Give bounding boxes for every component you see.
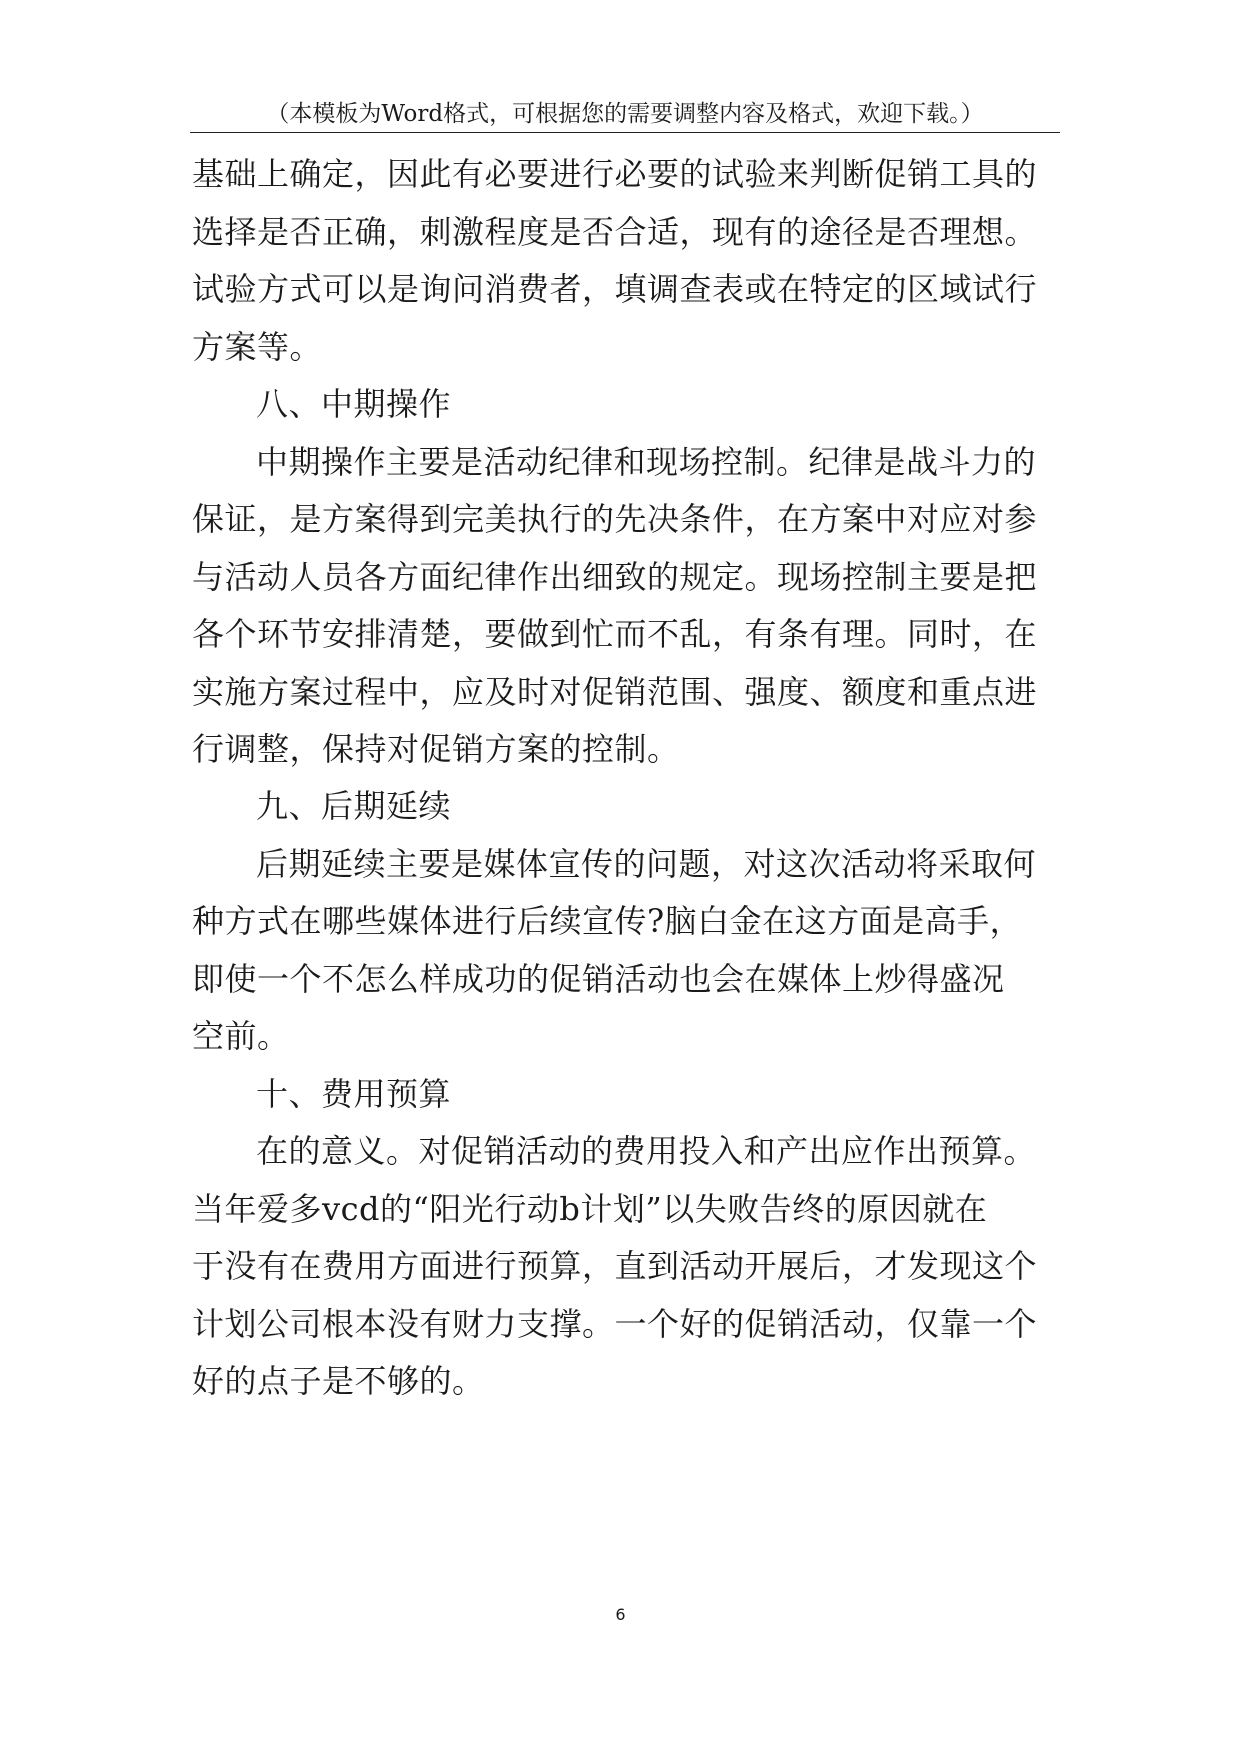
section-heading: 十、费用预算 xyxy=(256,1075,452,1113)
header-rule xyxy=(190,132,1060,133)
text-line: 后期延续主要是媒体宣传的问题，对这次活动将采取何 xyxy=(256,845,1037,883)
text-line: 实施方案过程中，应及时对促销范围、强度、额度和重点进 xyxy=(192,673,1038,711)
text-line: 基础上确定，因此有必要进行必要的试验来判断促销工具的 xyxy=(192,155,1038,193)
header-note: （本模板为Word格式，可根据您的需要调整内容及格式，欢迎下载。） xyxy=(266,101,984,127)
text-line: 方案等。 xyxy=(192,328,323,366)
text-line: 种方式在哪些媒体进行后续宣传?脑白金在这方面是高手， xyxy=(192,902,1023,940)
text-line: 空前。 xyxy=(192,1017,290,1055)
section-heading: 八、中期操作 xyxy=(256,385,452,423)
text-line: 与活动人员各方面纪律作出细致的规定。现场控制主要是把 xyxy=(192,558,1038,596)
text-line: 中期操作主要是活动纪律和现场控制。纪律是战斗力的 xyxy=(256,443,1037,481)
text-line: 于没有在费用方面进行预算，直到活动开展后，才发现这个 xyxy=(192,1247,1038,1285)
text-line: 保证，是方案得到完美执行的先决条件，在方案中对应对参 xyxy=(192,500,1038,538)
text-line: 各个环节安排清楚，要做到忙而不乱，有条有理。同时，在 xyxy=(192,615,1038,653)
section-heading: 九、后期延续 xyxy=(256,787,452,825)
text-line: 试验方式可以是询问消费者，填调查表或在特定的区域试行 xyxy=(192,270,1038,308)
text-line: 好的点子是不够的。 xyxy=(192,1362,485,1400)
text-line: 即使一个不怎么样成功的促销活动也会在媒体上炒得盛况 xyxy=(192,960,1005,998)
text-line: 计划公司根本没有财力支撑。一个好的促销活动，仅靠一个 xyxy=(192,1305,1038,1343)
text-line: 行调整，保持对促销方案的控制。 xyxy=(192,730,680,768)
text-line: 当年爱多vcd的“阳光行动b计划”以失败告终的原因就在 xyxy=(192,1190,988,1228)
page-number: 6 xyxy=(615,1605,626,1624)
text-line: 选择是否正确，刺激程度是否合适，现有的途径是否理想。 xyxy=(192,213,1038,251)
text-line: 在的意义。对促销活动的费用投入和产出应作出预算。 xyxy=(256,1132,1037,1170)
